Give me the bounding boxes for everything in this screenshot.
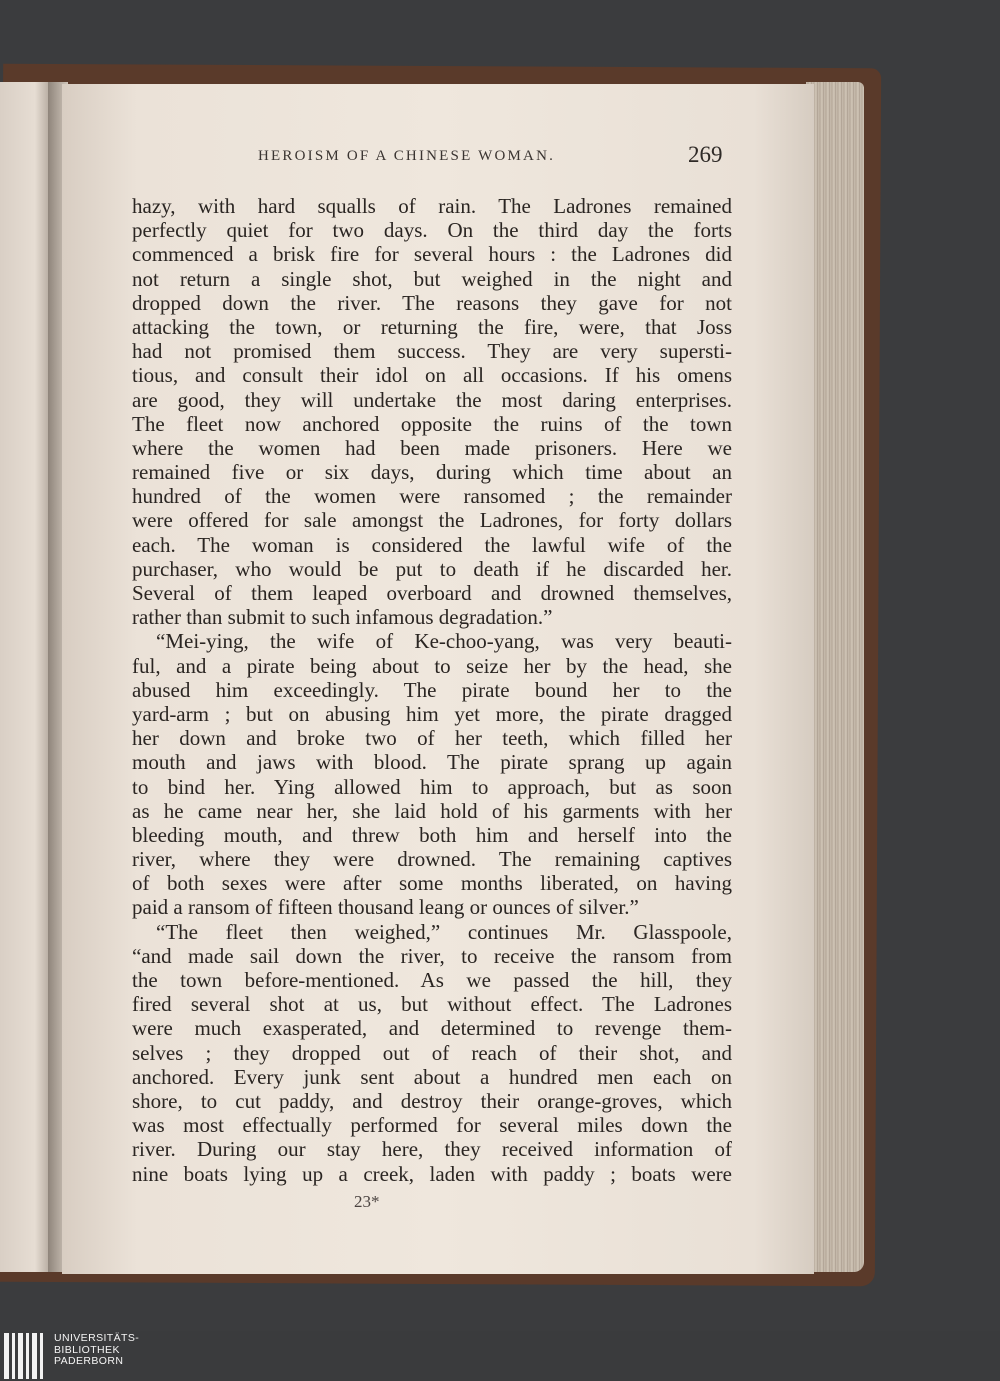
text-line: ful, and a pirate being about to seize her by the head, she [132, 653, 732, 678]
text-line: were offered for sale amongst the Ladrones, for forty dollars [132, 508, 732, 533]
text-line: paid a ransom of fifteen thousand leang or ounces of silver.” [132, 895, 639, 920]
text-line: bleeding mouth, and threw both him and herself into the [132, 822, 732, 847]
text-line: “and made sail down the river, to receive the ransom from [132, 943, 732, 968]
text-line: yard-arm ; but on abusing him yet more, the pirate dragged [132, 701, 732, 726]
text-line: as he came near her, she laid hold of his garments with her [132, 798, 732, 823]
library-footer [0, 1331, 1000, 1381]
text-line: anchored. Every junk sent about a hundred men each on [132, 1064, 732, 1089]
text-line: remained five or six days, during which time about an [132, 460, 732, 485]
text-line: each. The woman is considered the lawful wife of the [132, 532, 732, 557]
text-line: had not promised them success. They are very supersti- [132, 339, 732, 364]
left-page-edge [0, 82, 50, 1272]
library-logo-text [54, 1333, 139, 1368]
text-line: selves ; they dropped out of reach of their shot, and [132, 1040, 732, 1065]
running-head-title: HEROISM OF A CHINESE WOMAN. [258, 148, 556, 164]
text-line: river. During our stay here, they received information of [132, 1137, 732, 1162]
text-line: where the women had been made prisoners. Here we [132, 435, 732, 460]
text-line: dropped down the river. The reasons they gave for not [132, 290, 732, 315]
text-line: fired several shot at us, but without effect. The Ladrones [132, 992, 732, 1017]
text-line: purchaser, who would be put to death if he discarded her. [132, 556, 732, 581]
text-line: not return a single shot, but weighed in the night and [132, 266, 732, 291]
library-logo-icon [4, 1333, 46, 1379]
text-line: the town before-mentioned. As we passed the hill, they [132, 968, 732, 992]
page-edges [806, 82, 864, 1272]
text-line: mouth and jaws with blood. The pirate sprang up again [132, 750, 732, 775]
text-line: river, where they were drowned. The remaining captives [132, 847, 732, 872]
text-line: attacking the town, or returning the fire, were, that Joss [132, 314, 732, 339]
text-line: hazy, with hard squalls of rain. The Ladrones remained [132, 194, 732, 218]
text-line: Several of them leaped overboard and drowned themselves, [132, 581, 732, 605]
signature-mark: 23* [354, 1192, 380, 1211]
running-head [62, 142, 814, 170]
logo-line: BIBLIOTHEK [54, 1343, 120, 1356]
text-line: shore, to cut paddy, and destroy their orange-groves, which [132, 1088, 732, 1113]
text-line: was most effectually performed for several miles down the [132, 1113, 732, 1138]
page-number: 269 [688, 142, 723, 167]
text-line: were much exasperated, and determined to revenge them- [132, 1016, 732, 1041]
body-text [132, 194, 732, 1186]
text-line: abused him exceedingly. The pirate bound her to the [132, 677, 732, 702]
text-line: rather than submit to such infamous degradation.” [132, 605, 553, 630]
text-line: her down and broke two of her teeth, which filled her [132, 726, 732, 751]
text-line: “The fleet then weighed,” continues Mr. Glasspoole, [156, 919, 732, 944]
text-line: perfectly quiet for two days. On the third day the forts [132, 218, 732, 243]
book-page [62, 84, 814, 1274]
text-line: of both sexes were after some months liberated, on having [132, 871, 732, 896]
text-line: “Mei-ying, the wife of Ke-choo-yang, was very beauti- [156, 629, 732, 654]
text-line: The fleet now anchored opposite the ruins of the town [132, 411, 732, 436]
logo-line: PADERBORN [54, 1355, 124, 1367]
text-line: tious, and consult their idol on all occasions. If his omens [132, 363, 732, 388]
text-line: nine boats lying up a creek, laden with paddy ; boats were [132, 1161, 732, 1186]
text-line: are good, they will undertake the most daring enterprises. [132, 387, 732, 412]
text-line: to bind her. Ying allowed him to approach, but as soon [132, 774, 732, 799]
text-line: hundred of the women were ransomed ; the remainder [132, 484, 732, 509]
text-line: commenced a brisk fire for several hours : the Ladrones did [132, 242, 732, 267]
logo-line: UNIVERSITÄTS- [54, 1332, 140, 1344]
